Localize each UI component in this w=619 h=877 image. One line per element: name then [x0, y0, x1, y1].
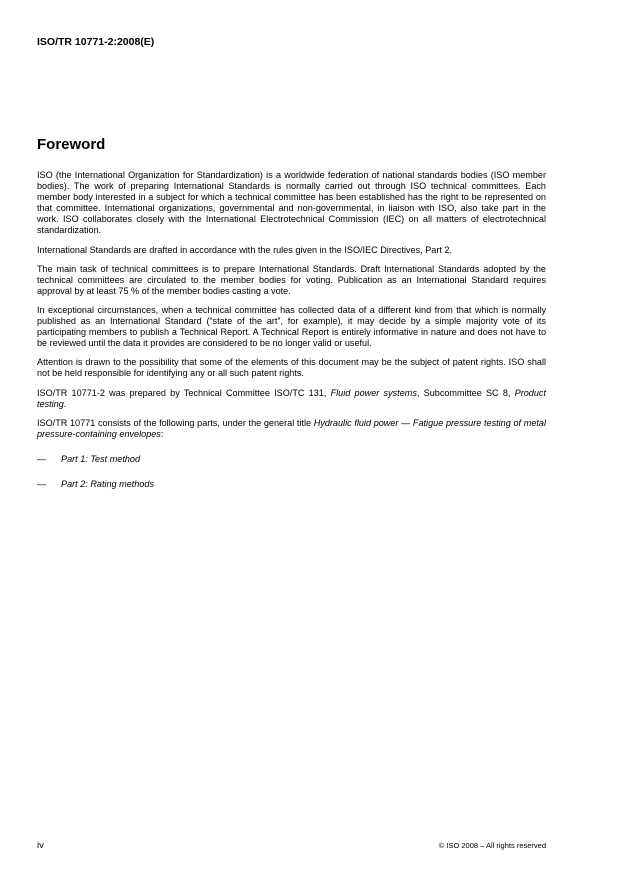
page-title: Foreword	[37, 136, 106, 153]
paragraph-technical-report: In exceptional circumstances, when a technical committee has collected data of a different kind from that which is normally published as an International Standard (“state of the art”, for example), it may decide by a simple majority vote of its participating members to publish a Technical Report. A Technical Report is entirely informative in nature and does not have to be reviewed until the data it provides are considered to be no longer valid or useful.	[37, 304, 546, 349]
list-dash: —	[37, 478, 47, 489]
page-number: iv	[37, 840, 44, 851]
list-item	[37, 479, 546, 490]
paragraph-parts-list-intro: ISO/TR 10771 consists of the following parts, under the general title Hydraulic fluid power — Fatigue pressure testing of metal pressure-containing envelopes:	[37, 417, 546, 439]
paragraph-committee-task: The main task of technical committees is to prepare International Standards. Draft International Standards adopted by the technical committees are circulated to the member bodies for voting. Publication as an International Standard requires approval by at least 75 % of the member bodies casting a vote.	[37, 263, 546, 296]
paragraph-patent-rights: Attention is drawn to the possibility that some of the elements of this document may be the subject of patent rights. ISO shall not be held responsible for identifying any or all such patent rights.	[37, 357, 546, 379]
committee-title: Fluid power systems	[330, 387, 417, 398]
general-title: Hydraulic fluid power — Fatigue pressure testing of metal pressure-containing envelopes	[37, 417, 546, 439]
foreword-body	[37, 170, 546, 504]
copyright-notice: © ISO 2008 – All rights reserved	[438, 841, 546, 850]
list-dash: —	[37, 453, 47, 464]
subcommittee-title: Product testing	[37, 387, 546, 409]
document-id-header: ISO/TR 10771-2:2008(E)	[37, 36, 155, 48]
paragraph-iso-intro: ISO (the International Organization for Standardization) is a worldwide federation of national standards bodies (ISO member bodies). The work of preparing International Standards is normally carried out through ISO technical committees. Each member body interested in a subject for which a technical committee has been established has the right to be represented on that committee. International organizations, governmental and non-governmental, in liaison with ISO, also take part in the work. ISO collaborates closely with the International Electrotechnical Commission (IEC) on all matters of electrotechnical standardization.	[37, 170, 546, 236]
part-2-label: Part 2: Rating methods	[61, 478, 155, 489]
part-1-label: Part 1: Test method	[61, 453, 141, 464]
paragraph-prepared-by: ISO/TR 10771-2 was prepared by Technical Committee ISO/TC 131, Fluid power systems, Subcommittee SC 8, Product testing.	[37, 387, 546, 409]
list-item	[37, 454, 546, 465]
paragraph-drafting-rules: International Standards are drafted in accordance with the rules given in the ISO/IEC Directives, Part 2.	[37, 244, 452, 255]
